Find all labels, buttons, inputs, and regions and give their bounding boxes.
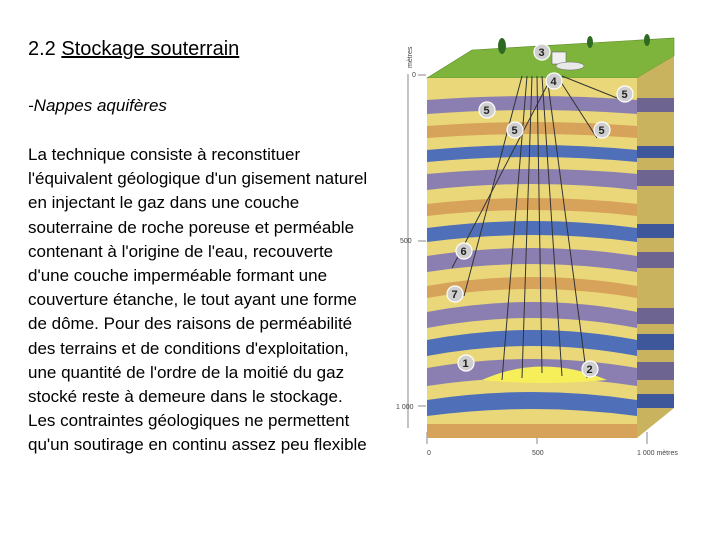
marker-5-c xyxy=(594,122,610,138)
svg-text:5: 5 xyxy=(483,105,490,117)
svg-text:5: 5 xyxy=(621,89,628,101)
surface-platform xyxy=(556,62,584,70)
svg-text:5: 5 xyxy=(511,125,518,137)
dist-label-500: 500 xyxy=(532,450,544,457)
slide-subtitle: -Nappes aquifères xyxy=(28,96,167,115)
marker-5-a xyxy=(479,102,495,118)
body-paragraph: La technique consiste à reconstituer l'équivalent géologique d'un gisement naturel en injectant le gaz dans une couche souterraine de roche poreuse et perméable contenant à l'origine de l'eau, recouverte d'une couche imperméable formant une couverture étanche, le tout ayant une forme de dôme. Pour des raisons de perméabilité des terrains et de conditions d'exploitation, une quantité de l'ordre de la moitié du gaz stocké reste à demeure dans le stockage. Les contraintes géologiques ne permettent qu'un soutirage en continu assez peu flexible xyxy=(28,145,368,455)
svg-text:7: 7 xyxy=(451,289,458,301)
slide-title xyxy=(28,38,239,61)
svg-text:1: 1 xyxy=(462,358,469,370)
svg-text:5: 5 xyxy=(598,125,605,137)
dist-label-1000: 1 000 mètres xyxy=(637,450,678,457)
svg-text:6: 6 xyxy=(460,246,467,258)
svg-text:2: 2 xyxy=(586,364,593,376)
depth-label-0: 0 xyxy=(412,72,416,79)
svg-text:3: 3 xyxy=(538,47,545,59)
marker-6 xyxy=(456,243,472,259)
marker-4 xyxy=(546,73,562,89)
svg-text:4: 4 xyxy=(550,76,557,88)
marker-5-d xyxy=(617,86,633,102)
aquifer-storage-diagram xyxy=(392,28,702,473)
marker-7 xyxy=(447,286,463,302)
depth-label-500: 500 xyxy=(400,238,412,245)
marker-2 xyxy=(582,361,598,377)
aquifer-cross-section xyxy=(392,28,702,473)
dist-label-0: 0 xyxy=(427,450,431,457)
title-text: Stockage souterrain xyxy=(61,38,240,60)
marker-1 xyxy=(458,355,474,371)
axis-unit-label: mètres xyxy=(407,46,414,68)
ground-surface xyxy=(427,38,674,78)
rock-layers-side xyxy=(637,48,677,448)
title-number: 2.2 xyxy=(28,38,56,60)
marker-3 xyxy=(534,44,550,60)
depth-label-1000: 1 000 xyxy=(396,404,414,411)
marker-5-b xyxy=(507,122,523,138)
